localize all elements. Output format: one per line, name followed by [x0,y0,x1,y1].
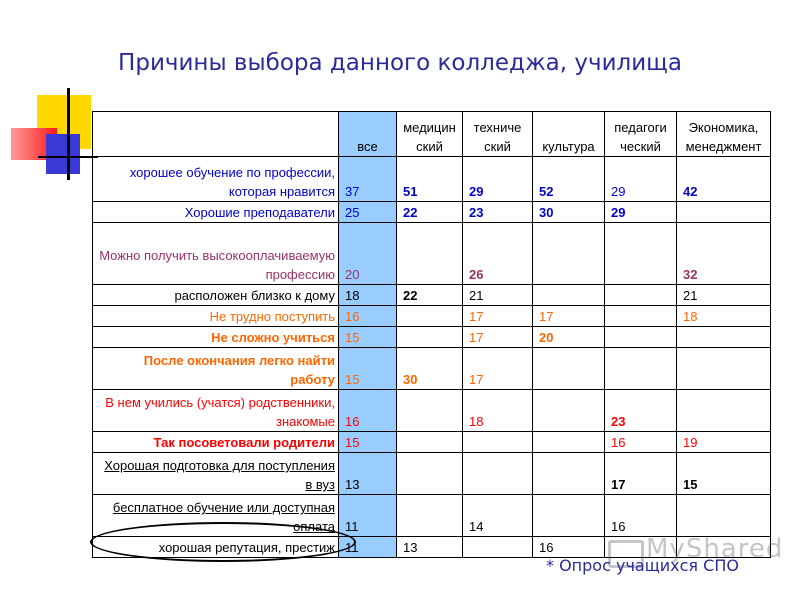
reasons-table [92,111,771,558]
row-label: В нем учились (учатся) родственники, знакомые [93,390,339,432]
row-label: хорошее обучение по профессии, которая нравится [93,157,339,202]
table-row [93,285,771,306]
cell-value [533,432,605,453]
table-row [93,432,771,453]
cell-value [605,306,677,327]
row-label: Хорошая подготовка для поступления в вуз [93,453,339,495]
cell-value [397,453,463,495]
watermark-text: MyShared [646,534,784,564]
table-row [93,327,771,348]
decor-horizontal-line [38,156,98,158]
row-label: расположен близко к дому [93,285,339,306]
cell-value: 22 [397,202,463,223]
cell-value [533,348,605,390]
cell-value [605,327,677,348]
cell-value: 16 [339,306,397,327]
row-label: После окончания легко найти работу [93,348,339,390]
cell-value [397,223,463,285]
cell-value: 20 [533,327,605,348]
decor-blue-square [46,134,80,174]
cell-value: 16 [533,537,605,558]
reasons-table-container [92,111,771,558]
cell-value [397,432,463,453]
cell-value [533,285,605,306]
cell-value [463,432,533,453]
header-vse: все [339,112,397,157]
cell-value: 22 [397,285,463,306]
cell-value: 16 [339,390,397,432]
row-label: Так посоветовали родители [93,432,339,453]
cell-value [677,348,771,390]
cell-value: 29 [463,157,533,202]
decor-vertical-line [67,88,70,180]
cell-value: 26 [463,223,533,285]
cell-value: 25 [339,202,397,223]
cell-value: 19 [677,432,771,453]
row-label: Не трудно поступить [93,306,339,327]
header-medical: медицин ский [397,112,463,157]
cell-value: 17 [463,306,533,327]
table-row [93,157,771,202]
table-row [93,390,771,432]
cell-value: 18 [339,285,397,306]
cell-value [533,390,605,432]
cell-value [677,327,771,348]
cell-value: 21 [463,285,533,306]
cell-value: 15 [677,453,771,495]
cell-value [533,223,605,285]
cell-value [463,537,533,558]
cell-value: 14 [463,495,533,537]
header-pedagogical: педагоги ческий [605,112,677,157]
header-technical: техниче ский [463,112,533,157]
cell-value: 37 [339,157,397,202]
cell-value [605,285,677,306]
cell-value [397,306,463,327]
cell-value [533,495,605,537]
cell-value: 30 [533,202,605,223]
cell-value: 17 [605,453,677,495]
cell-value: 17 [463,348,533,390]
cell-value: 11 [339,495,397,537]
cell-value: 16 [605,432,677,453]
row-label: Хорошие преподаватели [93,202,339,223]
cell-value: 13 [397,537,463,558]
cell-value [605,348,677,390]
row-label: Можно получить высокооплачиваемую профессию [93,223,339,285]
cell-value [463,453,533,495]
cell-value: 23 [463,202,533,223]
cell-value: 52 [533,157,605,202]
cell-value [533,453,605,495]
cell-value: 42 [677,157,771,202]
cell-value [397,390,463,432]
row-label: хорошая репутация, престиж [93,537,339,558]
cell-value: 18 [677,306,771,327]
header-economics: Экономика, менеджмент [677,112,771,157]
cell-value: 29 [605,157,677,202]
cell-value: 30 [397,348,463,390]
cell-value: 17 [533,306,605,327]
cell-value: 21 [677,285,771,306]
cell-value [397,327,463,348]
cell-value [605,223,677,285]
table-row [93,453,771,495]
cell-value: 18 [463,390,533,432]
cell-value: 23 [605,390,677,432]
survey-footnote: * Опрос учащихся СПО [546,556,739,575]
table-header-row [93,112,771,157]
cell-value [677,390,771,432]
cell-value: 51 [397,157,463,202]
cell-value [677,495,771,537]
cell-value [677,202,771,223]
highlight-ellipse [90,522,356,562]
table-row [93,223,771,285]
table-row [93,348,771,390]
header-empty-cell [93,112,339,157]
cell-value: 20 [339,223,397,285]
cell-value: 13 [339,453,397,495]
slide-title: Причины выбора данного колледжа, училища [118,50,682,76]
table-row [93,306,771,327]
cell-value: 15 [339,327,397,348]
cell-value: 29 [605,202,677,223]
header-culture: культура [533,112,605,157]
row-label: бесплатное обучение или доступная оплата [93,495,339,537]
cell-value: 17 [463,327,533,348]
cell-value: 11 [339,537,397,558]
cell-value: 15 [339,432,397,453]
table-row [93,202,771,223]
cell-value: 16 [605,495,677,537]
row-label: Не сложно учиться [93,327,339,348]
cell-value: 32 [677,223,771,285]
cell-value [397,495,463,537]
cell-value: 15 [339,348,397,390]
